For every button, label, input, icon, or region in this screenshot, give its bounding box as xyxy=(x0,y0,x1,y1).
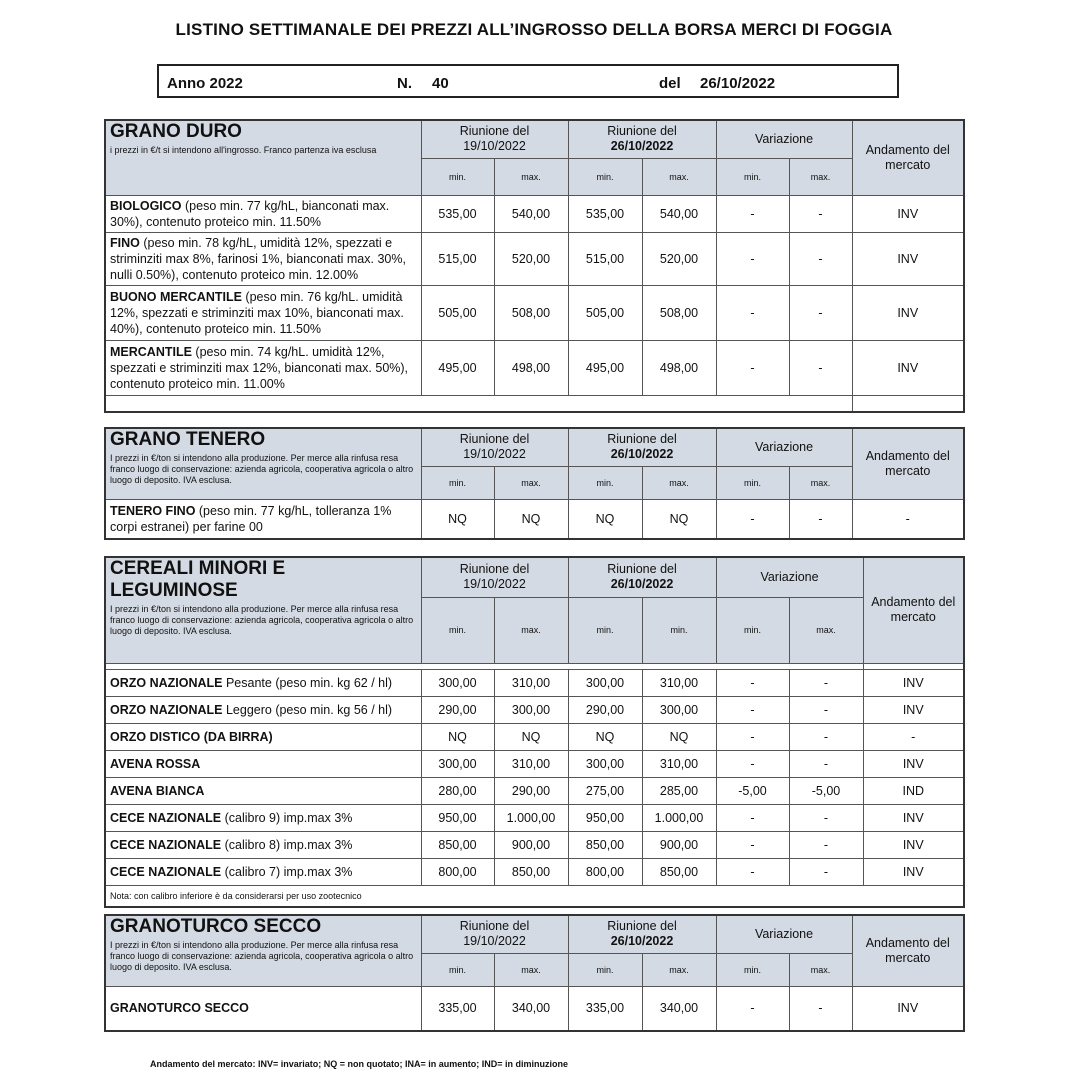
price-cell: - xyxy=(716,750,789,777)
product-description xyxy=(105,804,421,831)
subheader-max: max. xyxy=(494,158,568,195)
grano-tenero-table xyxy=(104,427,965,540)
price-cell: - xyxy=(789,195,852,232)
subheader-min: min. xyxy=(421,466,494,499)
section-title: CEREALI MINORI E LEGUMINOSE xyxy=(110,558,286,601)
subheader-min: min. xyxy=(421,158,494,195)
trend-header: Andamento del mercato xyxy=(852,428,964,499)
grano-duro-table xyxy=(104,119,965,413)
product-name: BUONO MERCANTILE xyxy=(110,289,242,304)
product-name: CECE NAZIONALE xyxy=(110,864,222,879)
price-cell: 498,00 xyxy=(642,340,716,395)
date-label: del xyxy=(659,75,681,92)
price-cell: 1.000,00 xyxy=(642,804,716,831)
table-row xyxy=(105,858,964,885)
price-cell: INV xyxy=(863,669,964,696)
product-description xyxy=(105,858,421,885)
price-cell: 950,00 xyxy=(421,804,494,831)
price-cell: 900,00 xyxy=(494,831,568,858)
product-description xyxy=(105,750,421,777)
market-legend: Andamento del mercato: INV= invariato; NQ = non quotato; INA= in aumento; IND= in diminuzione xyxy=(150,1059,569,1069)
price-cell: 850,00 xyxy=(642,858,716,885)
section-title: GRANO TENERO xyxy=(110,429,266,450)
price-cell: - xyxy=(789,340,852,395)
product-name: TENERO FINO xyxy=(110,503,196,518)
price-cell: 850,00 xyxy=(568,831,642,858)
price-cell: - xyxy=(716,232,789,285)
price-cell: 285,00 xyxy=(642,777,716,804)
price-cell: NQ xyxy=(642,723,716,750)
year-label: Anno 2022 xyxy=(167,75,243,92)
subheader-min: min. xyxy=(716,466,789,499)
product-spec: (peso min. 74 kg/hL. umidità 12%, spezzati e striminziti max 12%, bianconati max. 50%), contenuto proteico min. 11.00% xyxy=(110,344,409,391)
subheader-min: min. xyxy=(421,597,494,663)
price-cell: INV xyxy=(852,285,964,340)
price-cell: 275,00 xyxy=(568,777,642,804)
price-cell: - xyxy=(789,232,852,285)
product-spec: (peso min. 77 kg/hL, bianconati max. 30%), contenuto proteico min. 11.50% xyxy=(110,198,390,229)
price-cell: 535,00 xyxy=(568,195,642,232)
price-cell: INV xyxy=(852,340,964,395)
table-row xyxy=(105,723,964,750)
table-row xyxy=(105,777,964,804)
variation-header: Variazione xyxy=(716,915,852,953)
price-cell: NQ xyxy=(494,499,568,539)
product-description xyxy=(105,696,421,723)
subheader-max: max. xyxy=(789,953,852,986)
price-cell: - xyxy=(716,831,789,858)
price-cell: - xyxy=(789,669,863,696)
price-cell: 280,00 xyxy=(421,777,494,804)
price-cell: INV xyxy=(863,750,964,777)
section-note: I prezzi in €/ton si intendono alla produzione. Per merce alla rinfusa resa franco luogo di conservazione: azienda agricola, cooperativa agricola o altro luogo di deposito. IVA esclusa. xyxy=(110,940,414,972)
price-cell: 515,00 xyxy=(421,232,494,285)
price-cell: 300,00 xyxy=(421,669,494,696)
subheader-max: max. xyxy=(494,953,568,986)
section-label xyxy=(105,915,421,986)
subheader-min: min. xyxy=(716,597,789,663)
subheader-min: min. xyxy=(716,158,789,195)
price-cell: 300,00 xyxy=(568,750,642,777)
price-cell: 310,00 xyxy=(494,669,568,696)
price-cell: NQ xyxy=(421,499,494,539)
product-name: GRANOTURCO SECCO xyxy=(110,1001,249,1016)
product-name: MERCANTILE xyxy=(110,344,192,359)
price-cell: IND xyxy=(863,777,964,804)
curr-meeting-header: Riunione del 26/10/2022 xyxy=(568,915,716,953)
footnote: Nota: con calibro inferiore è da considerarsi per uso zootecnico xyxy=(105,885,964,907)
subheader-max: max. xyxy=(789,597,863,663)
prev-meeting-header: Riunione del 19/10/2022 xyxy=(421,557,568,597)
price-cell: 310,00 xyxy=(642,750,716,777)
price-cell: 520,00 xyxy=(642,232,716,285)
section-label xyxy=(105,428,421,499)
price-cell: 300,00 xyxy=(642,696,716,723)
number-value: 40 xyxy=(432,75,449,92)
product-description xyxy=(105,195,421,232)
price-cell: 540,00 xyxy=(642,195,716,232)
product-description xyxy=(105,723,421,750)
product-spec: (peso min. 78 kg/hL, umidità 12%, spezzati e striminziti max 8%, farinosi 1%, bianconati max. 30%, nulli 0.50%), contenuto proteico min. 12.00% xyxy=(110,235,406,282)
product-spec: (calibro 7) imp.max 3% xyxy=(221,864,353,879)
price-cell: INV xyxy=(852,195,964,232)
subheader-max: max. xyxy=(494,466,568,499)
price-cell: - xyxy=(716,285,789,340)
subheader-max: max. xyxy=(789,466,852,499)
product-description xyxy=(105,669,421,696)
product-spec: (calibro 8) imp.max 3% xyxy=(221,837,353,852)
price-cell: 335,00 xyxy=(568,986,642,1031)
price-cell: 495,00 xyxy=(421,340,494,395)
product-description xyxy=(105,777,421,804)
prev-meeting-header: Riunione del 19/10/2022 xyxy=(421,120,568,158)
table-row xyxy=(105,696,964,723)
trend-header: Andamento del mercato xyxy=(852,915,964,986)
price-cell: - xyxy=(716,669,789,696)
price-cell: 498,00 xyxy=(494,340,568,395)
product-name: AVENA BIANCA xyxy=(110,783,205,798)
table-row xyxy=(105,285,964,340)
price-cell: - xyxy=(789,696,863,723)
subheader-min: min. xyxy=(568,953,642,986)
subheader-max: max. xyxy=(642,466,716,499)
product-description xyxy=(105,499,421,539)
product-description xyxy=(105,285,421,340)
price-cell: 300,00 xyxy=(494,696,568,723)
subheader-max: max. xyxy=(642,953,716,986)
price-cell: - xyxy=(716,195,789,232)
table-row xyxy=(105,232,964,285)
curr-meeting-header: Riunione del 26/10/2022 xyxy=(568,557,716,597)
price-cell: 505,00 xyxy=(421,285,494,340)
curr-meeting-header: Riunione del 26/10/2022 xyxy=(568,428,716,466)
price-cell: NQ xyxy=(421,723,494,750)
product-spec: (peso min. 77 kg/hL, tolleranza 1% corpi estranei) per farine 00 xyxy=(110,503,392,534)
table-row xyxy=(105,499,964,539)
subheader-max: max. xyxy=(789,158,852,195)
product-description xyxy=(105,340,421,395)
price-cell: - xyxy=(789,723,863,750)
price-cell: INV xyxy=(863,831,964,858)
price-cell: INV xyxy=(852,986,964,1031)
price-cell: 290,00 xyxy=(568,696,642,723)
bulletin-header xyxy=(157,64,899,98)
price-cell: 950,00 xyxy=(568,804,642,831)
price-cell: 508,00 xyxy=(494,285,568,340)
price-cell: 520,00 xyxy=(494,232,568,285)
granoturco-table xyxy=(104,914,965,1032)
price-cell: - xyxy=(716,696,789,723)
product-description xyxy=(105,986,421,1031)
table-row xyxy=(105,195,964,232)
table-row xyxy=(105,804,964,831)
subheader-min: min. xyxy=(421,953,494,986)
price-cell: 340,00 xyxy=(494,986,568,1031)
price-cell: - xyxy=(789,858,863,885)
price-cell: INV xyxy=(863,858,964,885)
subheader-max: max. xyxy=(642,158,716,195)
subheader-min: min. xyxy=(716,953,789,986)
product-spec: Leggero (peso min. kg 56 / hl) xyxy=(222,702,393,717)
section-note: I prezzi in €/ton si intendono alla produzione. Per merce alla rinfusa resa franco luogo di conservazione: azienda agricola, cooperativa agricola o altro luogo di deposito. IVA esclusa. xyxy=(110,453,414,485)
price-cell: - xyxy=(789,750,863,777)
price-cell: 850,00 xyxy=(421,831,494,858)
price-cell: 508,00 xyxy=(642,285,716,340)
product-name: AVENA ROSSA xyxy=(110,756,201,771)
product-spec: (peso min. 76 kg/hL. umidità 12%, spezzati e striminziti max 10%, bianconati max. 40%), contenuto proteico min. 11.50% xyxy=(110,289,404,336)
date-value: 26/10/2022 xyxy=(700,75,776,92)
number-label: N. xyxy=(397,75,412,92)
price-cell: 310,00 xyxy=(494,750,568,777)
subheader-min: min. xyxy=(568,597,642,663)
price-cell: 535,00 xyxy=(421,195,494,232)
product-name: BIOLOGICO xyxy=(110,198,182,213)
price-cell: NQ xyxy=(568,499,642,539)
subheader-min: min. xyxy=(642,597,716,663)
price-cell: 340,00 xyxy=(642,986,716,1031)
table-row xyxy=(105,831,964,858)
price-cell: INV xyxy=(863,804,964,831)
price-cell: 300,00 xyxy=(568,669,642,696)
section-label xyxy=(105,557,421,663)
variation-header: Variazione xyxy=(716,557,863,597)
table-row xyxy=(105,750,964,777)
section-title: GRANO DURO xyxy=(110,121,242,142)
price-cell: - xyxy=(852,499,964,539)
product-spec: (calibro 9) imp.max 3% xyxy=(221,810,353,825)
product-name: ORZO DISTICO (DA BIRRA) xyxy=(110,729,273,744)
curr-meeting-header: Riunione del 26/10/2022 xyxy=(568,120,716,158)
page-title: LISTINO SETTIMANALE DEI PREZZI ALL’INGROSSO DELLA BORSA MERCI DI FOGGIA xyxy=(175,20,893,39)
trend-header: Andamento del mercato xyxy=(863,557,964,663)
table-row xyxy=(105,986,964,1031)
price-cell: NQ xyxy=(494,723,568,750)
price-cell: - xyxy=(789,285,852,340)
price-cell: -5,00 xyxy=(716,777,789,804)
price-cell: 540,00 xyxy=(494,195,568,232)
price-cell: 515,00 xyxy=(568,232,642,285)
subheader-min: min. xyxy=(568,158,642,195)
price-cell: 1.000,00 xyxy=(494,804,568,831)
variation-header: Variazione xyxy=(716,428,852,466)
cereali-table xyxy=(104,556,965,908)
price-cell: 800,00 xyxy=(421,858,494,885)
product-name: ORZO NAZIONALE xyxy=(110,675,223,690)
price-cell: - xyxy=(789,804,863,831)
price-cell: 300,00 xyxy=(421,750,494,777)
price-cell: 800,00 xyxy=(568,858,642,885)
product-name: CECE NAZIONALE xyxy=(110,810,222,825)
subheader-min: min. xyxy=(568,466,642,499)
section-label xyxy=(105,120,421,195)
product-name: ORZO NAZIONALE xyxy=(110,702,223,717)
price-cell: - xyxy=(716,858,789,885)
table-row xyxy=(105,340,964,395)
section-title: GRANOTURCO SECCO xyxy=(110,916,322,937)
price-cell: - xyxy=(789,499,852,539)
price-cell: - xyxy=(789,986,852,1031)
price-cell: - xyxy=(863,723,964,750)
table-row xyxy=(105,669,964,696)
variation-header: Variazione xyxy=(716,120,852,158)
section-note: i prezzi in €/t si intendono all'ingrosso. Franco partenza iva esclusa xyxy=(110,145,377,155)
product-name: FINO xyxy=(110,235,140,250)
trend-header: Andamento del mercato xyxy=(852,120,964,195)
product-spec: Pesante (peso min. kg 62 / hl) xyxy=(222,675,393,690)
price-cell: 850,00 xyxy=(494,858,568,885)
section-note: I prezzi in €/ton si intendono alla produzione. Per merce alla rinfusa resa franco luogo di conservazione: azienda agricola, cooperativa agricola o altro luogo di deposito. IVA esclusa. xyxy=(110,604,414,636)
price-cell: - xyxy=(789,831,863,858)
product-name: CECE NAZIONALE xyxy=(110,837,222,852)
price-cell: INV xyxy=(863,696,964,723)
prev-meeting-header: Riunione del 19/10/2022 xyxy=(421,428,568,466)
subheader-max: max. xyxy=(494,597,568,663)
price-cell: 900,00 xyxy=(642,831,716,858)
price-cell: 335,00 xyxy=(421,986,494,1031)
price-cell: 290,00 xyxy=(421,696,494,723)
price-cell: 290,00 xyxy=(494,777,568,804)
price-cell: - xyxy=(716,340,789,395)
price-cell: 505,00 xyxy=(568,285,642,340)
price-cell: 495,00 xyxy=(568,340,642,395)
price-cell: INV xyxy=(852,232,964,285)
price-cell: -5,00 xyxy=(789,777,863,804)
price-cell: NQ xyxy=(568,723,642,750)
prev-meeting-header: Riunione del 19/10/2022 xyxy=(421,915,568,953)
price-cell: NQ xyxy=(642,499,716,539)
price-cell: - xyxy=(716,986,789,1031)
product-description xyxy=(105,831,421,858)
product-description xyxy=(105,232,421,285)
price-cell: 310,00 xyxy=(642,669,716,696)
price-cell: - xyxy=(716,499,789,539)
price-cell: - xyxy=(716,804,789,831)
price-cell: - xyxy=(716,723,789,750)
